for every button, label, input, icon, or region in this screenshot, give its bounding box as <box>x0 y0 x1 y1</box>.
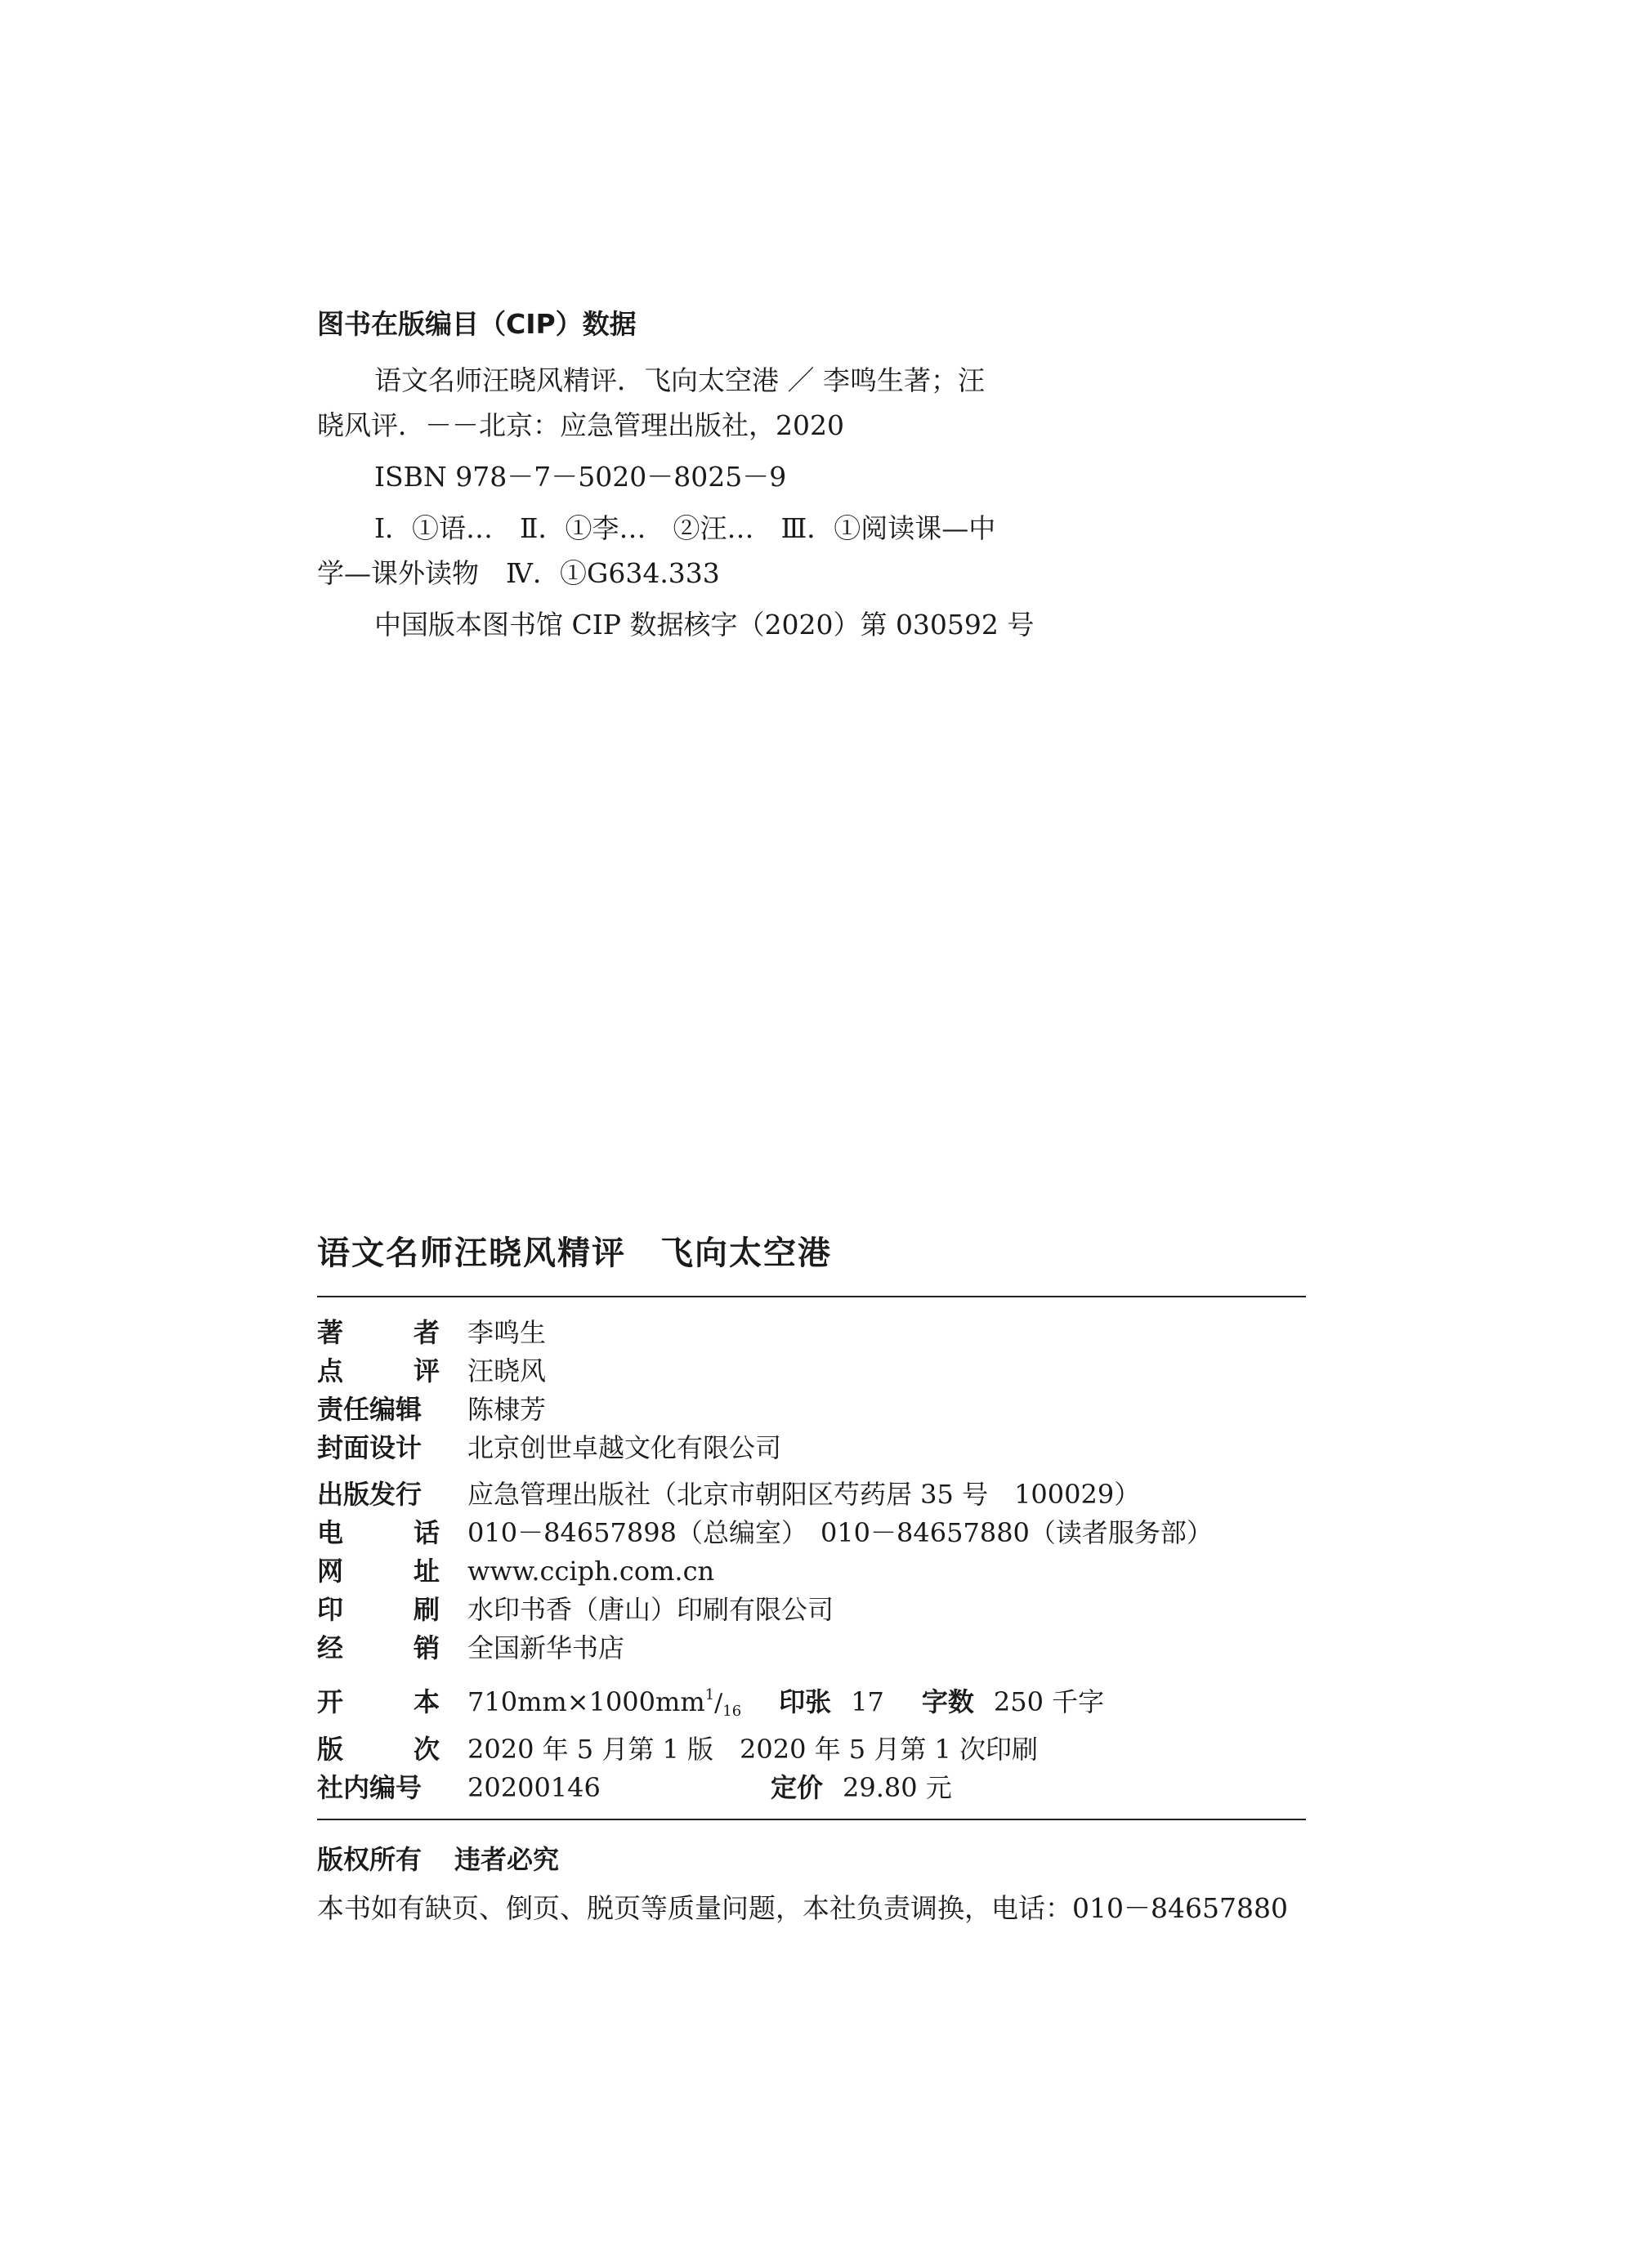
words-label: 字数 <box>921 1686 974 1717</box>
phone-label <box>317 1514 440 1552</box>
edition-row <box>317 1730 1306 1769</box>
commentator-row <box>317 1352 1306 1391</box>
website-label-char1: 网 <box>317 1556 344 1587</box>
sheets-value: 17 <box>851 1686 884 1717</box>
cip-classification-line2: 学—课外读物 Ⅳ．①G634.333 <box>317 557 720 589</box>
edition-label-char2: 次 <box>413 1734 440 1765</box>
commentator-label <box>317 1352 440 1391</box>
publisher-label: 出版发行 <box>317 1479 423 1510</box>
publisher-value: 应急管理出版社（北京市朝阳区芍药居 35 号 100029） <box>467 1479 1141 1510</box>
distributor-row <box>317 1629 1306 1668</box>
imprint-block <box>317 1229 1306 1931</box>
internal-number-label: 社内编号 <box>317 1772 423 1803</box>
internal-number-value: 20200146 <box>467 1772 601 1803</box>
copyright-line <box>317 1840 1306 1879</box>
format-size-denominator: 16 <box>722 1703 742 1720</box>
cip-number: 中国版本图书馆 CIP 数据核字（2020）第 030592 号 <box>374 609 1035 641</box>
distributor-label-char2: 销 <box>413 1632 440 1663</box>
cip-classification-line1: Ⅰ．①语… Ⅱ．①李… ②汪… Ⅲ．①阅读课—中 <box>374 512 996 544</box>
commentator-label-char1: 点 <box>317 1355 344 1386</box>
distributor-value: 全国新华书店 <box>467 1632 625 1663</box>
format-size-slash: / <box>714 1689 723 1717</box>
phone-label-char2: 话 <box>413 1517 440 1548</box>
format-label-char2: 本 <box>413 1686 440 1717</box>
copyright-label: 版权所有 <box>317 1844 423 1875</box>
author-value: 李鸣生 <box>467 1317 547 1348</box>
cip-title-author-line1: 语文名师汪晓风精评．飞向太空港 ／ 李鸣生著；汪 <box>374 364 985 396</box>
phone-label-char1: 电 <box>317 1517 344 1548</box>
copyright-value: 违者必究 <box>454 1844 560 1875</box>
price-label: 定价 <box>771 1772 824 1803</box>
credits-group <box>317 1314 1306 1467</box>
specs-group <box>317 1676 1306 1807</box>
editor-row <box>317 1391 1306 1429</box>
printer-value: 水印书香（唐山）印刷有限公司 <box>467 1594 834 1625</box>
cip-heading: 图书在版编目（CIP）数据 <box>317 308 637 340</box>
commentator-label-char2: 评 <box>413 1355 440 1386</box>
words-value: 250 千字 <box>993 1686 1105 1717</box>
internal-number-row <box>317 1769 1306 1807</box>
phone-row <box>317 1514 1306 1552</box>
author-label <box>317 1314 440 1352</box>
editor-value: 陈棣芳 <box>467 1394 547 1425</box>
printer-label-char1: 印 <box>317 1594 344 1625</box>
format-size-numerator: 1 <box>704 1686 715 1703</box>
website-label-char2: 址 <box>413 1556 440 1587</box>
distributor-label <box>317 1629 440 1668</box>
cover-design-label: 封面设计 <box>317 1432 423 1463</box>
title-rule <box>317 1296 1306 1297</box>
website-row <box>317 1552 1306 1591</box>
publisher-group <box>317 1476 1306 1668</box>
cip-block <box>317 304 1069 654</box>
printer-label <box>317 1591 440 1629</box>
edition-label <box>317 1730 440 1769</box>
website-label <box>317 1552 440 1591</box>
editor-label: 责任编辑 <box>317 1394 423 1425</box>
website-value: www.cciph.com.cn <box>467 1556 715 1587</box>
commentator-value: 汪晓风 <box>467 1355 547 1386</box>
author-row <box>317 1314 1306 1352</box>
edition-label-char1: 版 <box>317 1734 344 1765</box>
format-label <box>317 1683 440 1721</box>
format-label-char1: 开 <box>317 1686 344 1717</box>
format-row <box>317 1676 1306 1730</box>
format-value <box>467 1676 741 1730</box>
footer-rule <box>317 1819 1306 1820</box>
printer-row <box>317 1591 1306 1629</box>
author-label-char2: 者 <box>413 1317 440 1348</box>
format-size: 710mm×1000mm <box>467 1686 705 1717</box>
author-label-char1: 著 <box>317 1317 344 1348</box>
phone-value: 010－84657898（总编室） 010－84657880（读者服务部） <box>467 1517 1213 1548</box>
sheets-label: 印张 <box>779 1686 832 1717</box>
cover-design-value: 北京创世卓越文化有限公司 <box>467 1432 782 1463</box>
publisher-row <box>317 1476 1306 1514</box>
edition-value: 2020 年 5 月第 1 版 2020 年 5 月第 1 次印刷 <box>467 1734 1039 1765</box>
cip-title-author <box>317 358 1069 448</box>
distributor-label-char1: 经 <box>317 1632 344 1663</box>
price-value: 29.80 元 <box>843 1772 952 1803</box>
book-title: 语文名师汪晓风精评 飞向太空港 <box>317 1234 832 1272</box>
cip-classification <box>317 506 1069 596</box>
cip-title-author-line2: 晓风评．－－北京：应急管理出版社，2020 <box>317 409 844 441</box>
defect-notice: 本书如有缺页、倒页、脱页等质量问题，本社负责调换，电话：010－84657880 <box>317 1892 1288 1924</box>
cip-isbn: ISBN 978－7－5020－8025－9 <box>374 461 787 493</box>
price-block <box>771 1769 952 1807</box>
printer-label-char2: 刷 <box>413 1594 440 1625</box>
cover-design-row <box>317 1429 1306 1467</box>
